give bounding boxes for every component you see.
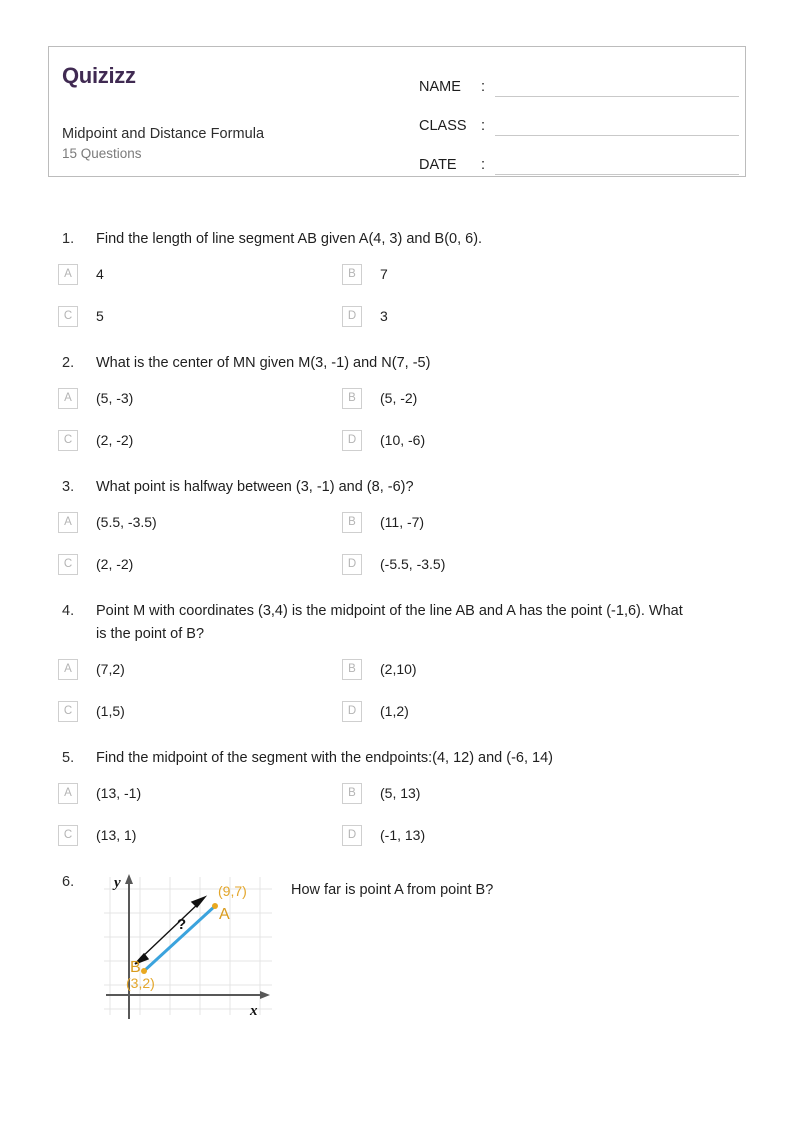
options-row: [0, 783, 794, 825]
point-b-dot: [141, 968, 147, 974]
option-text-a: (5.5, -3.5): [96, 514, 157, 530]
option-text-b: (5, 13): [380, 785, 421, 801]
coordinate-plane-svg: [102, 871, 274, 1021]
point-a-dot: [212, 903, 218, 909]
question-item: [0, 476, 794, 596]
option-letter-d: D: [342, 554, 362, 575]
option-b[interactable]: [342, 512, 742, 533]
option-text-d: 3: [380, 308, 388, 324]
question-header: [0, 476, 794, 499]
option-c[interactable]: [0, 701, 342, 722]
class-input[interactable]: [495, 118, 739, 136]
header-left-panel: [49, 47, 405, 176]
option-letter-b: B: [342, 512, 362, 533]
class-field-colon: :: [481, 118, 486, 134]
option-c[interactable]: [0, 554, 342, 575]
question-text: Find the midpoint of the segment with the endpoints:(4, 12) and (-6, 14): [96, 750, 554, 766]
option-text-c: 5: [96, 308, 104, 324]
question-header: [0, 352, 794, 375]
option-text-b: (2,10): [380, 661, 417, 677]
option-letter-a: A: [58, 659, 78, 680]
option-text-d: (-5.5, -3.5): [380, 556, 446, 572]
option-letter-d: D: [342, 701, 362, 722]
options-grid: [0, 264, 794, 348]
option-letter-a: A: [58, 264, 78, 285]
option-letter-c: C: [58, 701, 78, 722]
point-b-coords-label: (3,2): [126, 975, 155, 991]
option-d[interactable]: [342, 554, 742, 575]
question-number: 5.: [62, 750, 75, 766]
question-item: [0, 352, 794, 472]
options-grid: [0, 512, 794, 596]
option-text-b: 7: [380, 266, 388, 282]
option-text-c: (1,5): [96, 703, 125, 719]
x-axis-arrow-icon: [260, 991, 270, 999]
options-row: [0, 554, 794, 596]
coordinate-plane-figure: [102, 871, 277, 1026]
option-letter-c: C: [58, 430, 78, 451]
option-b[interactable]: [342, 388, 742, 409]
question-text: What point is halfway between (3, -1) and (8, -6)?: [96, 479, 414, 495]
question-header: [0, 747, 794, 770]
option-letter-c: C: [58, 306, 78, 327]
y-axis-label: y: [114, 875, 121, 891]
option-text-a: (7,2): [96, 661, 125, 677]
student-info-fields: [419, 63, 739, 180]
option-text-d: (-1, 13): [380, 827, 426, 843]
option-text-d: (10, -6): [380, 432, 426, 448]
option-b[interactable]: [342, 264, 742, 285]
page-title: Midpoint and Distance Formula: [62, 126, 265, 142]
option-letter-b: B: [342, 264, 362, 285]
questions-list: [0, 228, 794, 1030]
option-letter-c: C: [58, 554, 78, 575]
option-a[interactable]: [0, 512, 342, 533]
quizizz-logo: Quizizz: [62, 63, 136, 88]
class-field-label: CLASS: [419, 118, 467, 134]
point-b-label: B: [130, 959, 141, 976]
option-d[interactable]: [342, 430, 742, 451]
x-axis-label: x: [250, 1003, 258, 1019]
option-text-d: (1,2): [380, 703, 409, 719]
name-field-row: [419, 63, 739, 97]
options-row: [0, 825, 794, 867]
question-item: [0, 747, 794, 867]
date-input[interactable]: [495, 157, 739, 175]
date-field-label: DATE: [419, 157, 457, 173]
option-letter-b: B: [342, 659, 362, 680]
question-item: [0, 871, 794, 1026]
options-row: [0, 659, 794, 701]
option-letter-d: D: [342, 825, 362, 846]
options-row: [0, 388, 794, 430]
option-text-a: (5, -3): [96, 390, 134, 406]
option-letter-b: B: [342, 783, 362, 804]
date-field-colon: :: [481, 157, 486, 173]
option-text-b: (11, -7): [380, 514, 425, 530]
question-number: 1.: [62, 231, 75, 247]
question-header: [0, 600, 794, 646]
option-text-c: (13, 1): [96, 827, 137, 843]
worksheet-header-card: [48, 46, 746, 177]
option-a[interactable]: [0, 264, 342, 285]
question-item: [0, 228, 794, 348]
option-c[interactable]: [0, 306, 342, 327]
question-text: Point M with coordinates (3,4) is the midpoint of the line AB and A has the point (-1,6). What is the point of B?: [96, 603, 683, 642]
options-row: [0, 701, 794, 743]
question-header: [0, 228, 794, 251]
question-text: How far is point A from point B?: [291, 882, 494, 898]
options-grid: [0, 388, 794, 472]
date-field-row: [419, 141, 739, 175]
question-count-label: 15 Questions: [62, 146, 142, 161]
option-a[interactable]: [0, 388, 342, 409]
option-d[interactable]: [342, 825, 742, 846]
option-letter-a: A: [58, 512, 78, 533]
distance-question-label: ?: [177, 916, 187, 933]
option-b[interactable]: [342, 783, 742, 804]
option-d[interactable]: [342, 701, 742, 722]
option-d[interactable]: [342, 306, 742, 327]
question-text: What is the center of MN given M(3, -1) and N(7, -5): [96, 355, 431, 371]
option-a[interactable]: [0, 659, 342, 680]
question-number: 3.: [62, 479, 75, 495]
option-c[interactable]: [0, 430, 342, 451]
options-row: [0, 306, 794, 348]
class-field-row: [419, 102, 739, 136]
question-number: 4.: [62, 603, 75, 619]
question-number: 6.: [62, 874, 75, 890]
name-field-colon: :: [481, 79, 486, 95]
option-text-a: (13, -1): [96, 785, 142, 801]
options-row: [0, 264, 794, 306]
option-letter-b: B: [342, 388, 362, 409]
options-row: [0, 430, 794, 472]
option-text-b: (5, -2): [380, 390, 418, 406]
question-text: Find the length of line segment AB given A(4, 3) and B(0, 6).: [96, 231, 483, 247]
name-input[interactable]: [495, 79, 739, 97]
options-grid: [0, 783, 794, 867]
option-letter-a: A: [58, 783, 78, 804]
option-a[interactable]: [0, 783, 342, 804]
option-c[interactable]: [0, 825, 342, 846]
name-field-label: NAME: [419, 79, 461, 95]
question-number: 2.: [62, 355, 75, 371]
point-a-coords-label: (9,7): [218, 883, 247, 899]
options-grid: [0, 659, 794, 743]
options-row: [0, 512, 794, 554]
option-text-c: (2, -2): [96, 556, 134, 572]
option-letter-a: A: [58, 388, 78, 409]
option-letter-d: D: [342, 430, 362, 451]
question-with-figure: [0, 871, 794, 1026]
option-text-a: 4: [96, 266, 104, 282]
question-item: [0, 600, 794, 743]
y-axis-arrow-icon: [125, 874, 133, 884]
option-b[interactable]: [342, 659, 742, 680]
option-letter-d: D: [342, 306, 362, 327]
point-a-label: A: [219, 906, 230, 923]
option-text-c: (2, -2): [96, 432, 134, 448]
option-letter-c: C: [58, 825, 78, 846]
